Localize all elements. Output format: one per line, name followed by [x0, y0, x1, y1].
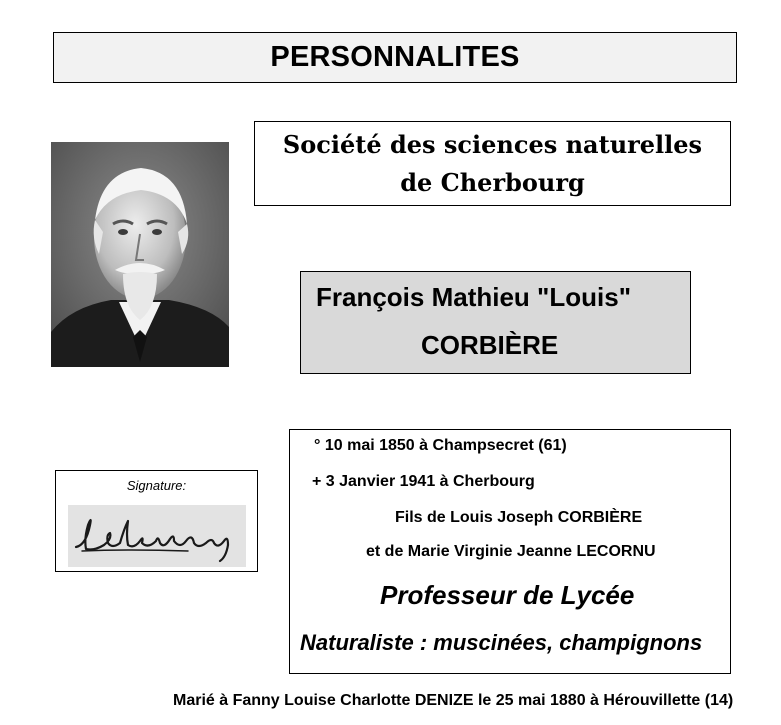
society-name [283, 126, 702, 202]
mother-info: et de Marie Virginie Jeanne LECORNU [366, 543, 656, 560]
page-title: PERSONNALITES [270, 41, 520, 73]
marriage-info: Marié à Fanny Louise Charlotte DENIZE le 25 mai 1880 à Hérouvillette (14) [173, 692, 734, 709]
society-line-2: de Cherbourg [400, 167, 585, 197]
portrait-photo [51, 142, 229, 367]
signature-label: Signature: [126, 478, 187, 493]
given-names: François Mathieu "Louis" [316, 282, 632, 312]
name-box [300, 271, 691, 374]
father-info: Fils de Louis Joseph CORBIÈRE [395, 509, 643, 526]
birth-info: ° 10 mai 1850 à Champsecret (61) [314, 437, 567, 454]
surname: CORBIÈRE [421, 330, 559, 360]
biography-box [289, 429, 731, 674]
naturalist-specialty: Naturaliste : muscinées, champignons [300, 630, 703, 655]
society-line-1: Société des sciences naturelles [282, 129, 703, 159]
profession: Professeur de Lycée [380, 580, 635, 610]
society-box [254, 121, 731, 206]
header-banner [53, 32, 737, 83]
signature-image [68, 505, 246, 567]
death-info: + 3 Janvier 1941 à Cherbourg [312, 473, 535, 490]
signature-box [55, 470, 258, 572]
